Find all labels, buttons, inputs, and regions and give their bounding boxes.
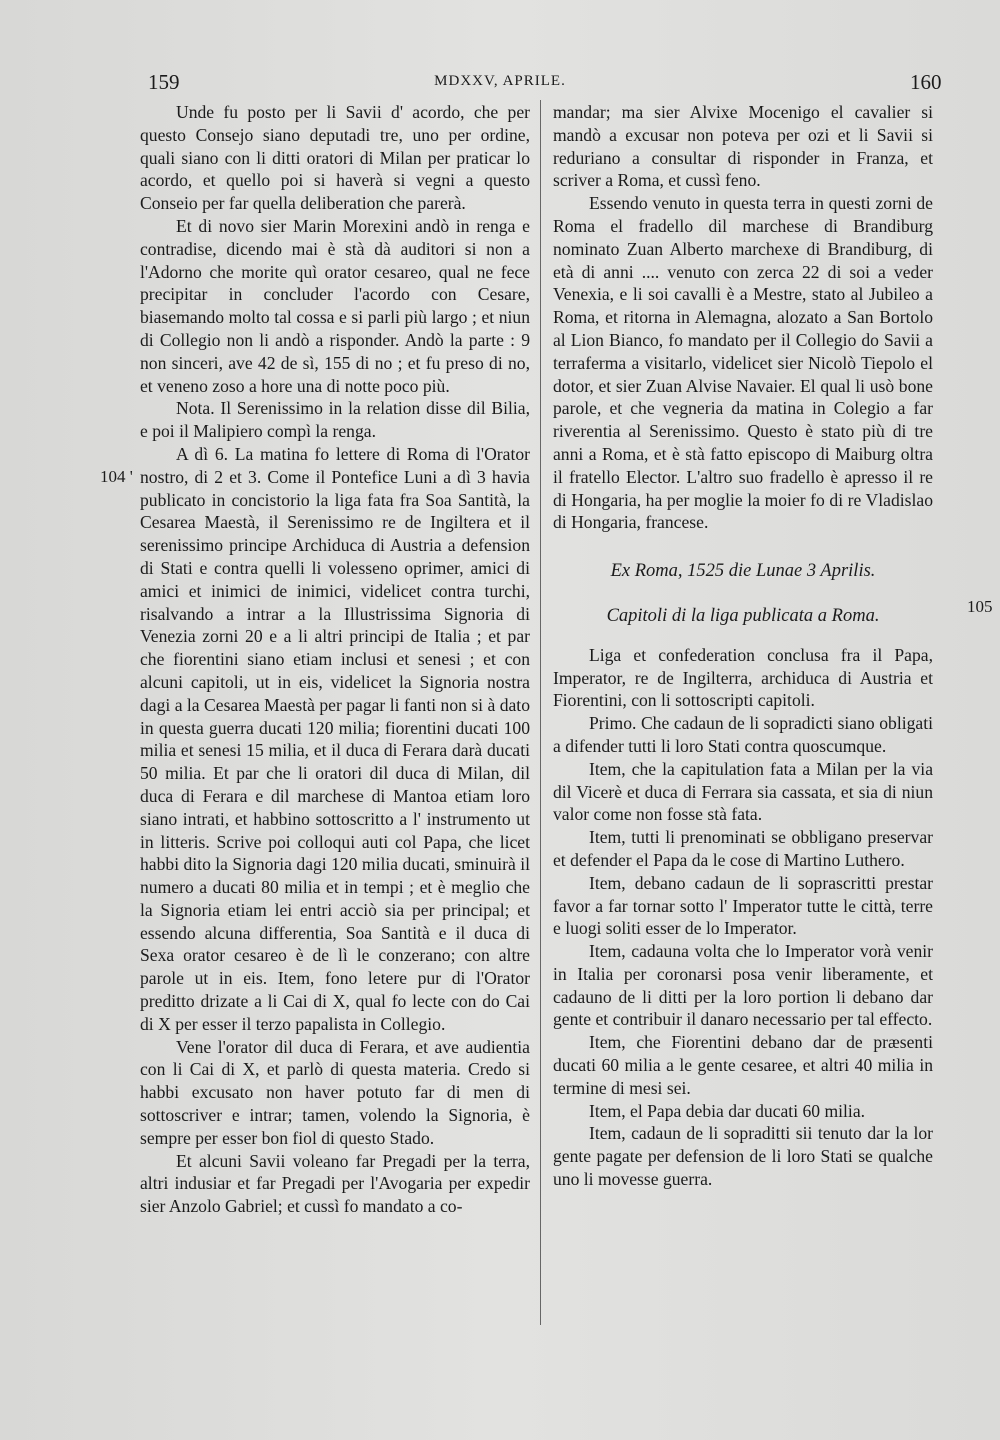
paragraph: Unde fu posto per li Savii d' acordo, che per questo Consejo siano deputadi tre, uno per ordine, quali siano con li ditti oratori di Milan per praticar lo acordo, et quello poi si haverà si vegni a questo Conseio per far quella deliberation che parerà. [140, 102, 530, 214]
paragraph: Liga et confederation conclusa fra il Papa, Imperator, re de Ingilterra, archiduca di Austria et Fiorentini, con li sottoscripti capitoli. [553, 644, 933, 711]
section-heading: Ex Roma, 1525 die Lunae 3 Aprilis. [610, 561, 876, 582]
paragraph: mandar; ma sier Alvixe Mocenigo el cavalier si mandò a excusar non poteva per ozi et li Savii si reduriano a consultar di risponder in Franza, et scriver a Roma, et cussì feno. [553, 102, 933, 191]
paragraph: Item, tutti li prenominati se obbligano preservar et defender el Papa da le cose di Martino Luthero. [553, 827, 933, 870]
left-column [140, 101, 530, 1218]
margin-number-left: 104 ' [100, 467, 133, 486]
paragraph: Primo. Che cadaun de li sopradicti siano obligati a difender tutti li loro Stati contra quoscumque. [553, 713, 933, 756]
page-header [0, 70, 1000, 98]
paragraph: Et di novo sier Marin Morexini andò in renga e contradise, dicendo mai è stà dà auditori si non a l'Adorno che morite quì orator cesareo, qual ne fece precipitar in concluder l'acordo con Cesare, biasemando molto tal cossa e si parli più largo ; et niun di Collegio non li andò a risponder. Andò la parte : 9 non sinceri, ave 42 de sì, 155 di no ; et fu preso di no, et veneno zoso a hore una di notte poco più. [140, 215, 530, 396]
page-number-right: 160 [910, 70, 942, 94]
paragraph: Item, el Papa debia dar ducati 60 milia. [589, 1100, 866, 1121]
paragraph: Et alcuni Savii voleano far Pregadi per la terra, altri indusiar et far Pregadi per l'Avogaria per expedir sier Anzolo Gabriel; et cussì fo mandato a co- [140, 1150, 530, 1217]
paragraph: Essendo venuto in questa terra in questi zorni de Roma el fradello dil marchese di Brandiburg nominato Zuan Alberto marchexe di Brandiburg, di età di anni .... venuto con zerca 22 di soi a veder Venexia, e li soi cavalli è a Mestre, stato al Jubileo a Roma, et ritorna in Alemagna, alozato a San Bortolo al Lion Bianco, fo mandato per il Collegio do Savii a terraferma a visitarlo, videlicet sier Nicolò Tiepolo el dotor, et sier Zuan Alvise Navaier. El qual li usò bone parole, et che vegneria da matina in Colegio a far riverentia al Serenissimo. Questo è stato più di tre anni a Roma, et è stà fatto episcopo di Maiburg oltra il fratello Elector. L'altro suo fradello è apresso il re di Hongaria, ha per moglie la moier fo di re Vladislao di Hongaria, francese. [553, 193, 933, 533]
section-subheading: Capitoli di la liga publicata a Roma. [606, 605, 880, 626]
paragraph: Item, cadauna volta che lo Imperator vorà venir in Italia per coronarsi posa venir liberamente, et cadauno de li ditti per la loro portion li debano dar gente et contribuir il danaro necessario per tal effecto. [553, 941, 933, 1030]
right-column [553, 101, 933, 1191]
paragraph: Item, che Fiorentini debano dar de præsenti ducati 60 milia a le gente cesaree, et altri 40 milia in termine di mesi sei. [553, 1032, 933, 1098]
margin-number-right: 105 [967, 597, 993, 616]
paragraph: Item, cadaun de li sopraditti sii tenuto dar la lor gente pagate per defension de li loro Stati se qualche uno li movesse guerra. [553, 1123, 933, 1190]
page-number-left: 159 [148, 70, 180, 94]
paragraph: Item, che la capitulation fata a Milan per la via dil Vicerè et duca di Ferrara sia cassata, et sia di niun valor come non fosse stà fata. [553, 758, 933, 825]
paragraph: A dì 6. La matina fo lettere di Roma di l'Orator nostro, di 2 et 3. Come il Pontefice Luni a dì 3 havia publicato in concistorio la liga fata fra Soa Santità, la Cesarea Maestà, il Serenissimo re de Ingiltera et il serenissimo principe Archiduca di Austria a defension di Stati e contra quelli li volesseno oprimer, amici di amici et inimici de inimici, videlicet contra turchi, risalvando a intrar a la Illustrissima Signoria di Venezia zorni 20 e a li altri principi de Italia ; et par che fiorentini siano etiam inclusi et senesi ; et con alcuni capitoli, ut in eis, videlicet la Signoria nostra dagi a la Cesarea Maestà per pagar li fanti non si à dato in questa guerra ducati 120 milia; fiorentini ducati 100 milia et senesi 15 milia, et il duca di Ferara darà ducati 50 milia. Et par che li oratori dil duca di Milan, dil duca di Ferara e dil marchese di Mantoa etiam loro siano intrati, et habbino sottoscritto a l' instrumento ut in litteris. Scrive poi colloqui auti col Papa, che licet habbi dito la Signoria dagi 120 milia ducati, sminuirà il numero a ducati 80 milia et in tempi ; et è meglio che la Signoria etiam lei entri acciò sia per principal; et essendo alcuna differentia, Soa Santità e il duca di Sexa orator cesareo è de lì le conzerano; con altre parole ut in eis. Item, fono letere pur di l'Orator preditto drizate a li Cai di X, qual fo lecte con do Cai di X per esser il terzo papalista in Collegio. [140, 443, 530, 1034]
running-title: MDXXV, APRILE. [434, 73, 566, 89]
paragraph: Vene l'orator dil duca di Ferara, et ave audientia con li Cai di X, et parlò di questa materia. Credo si habbi excusato non haver potuto far di men di sottoscriver e intrar; tamen, volendo la Signoria, è sempre per esser bon fiol di questo Stado. [140, 1036, 530, 1148]
paragraph: Item, debano cadaun de li soprascritti prestar favor a far tornar sotto l' Imperator tutte le città, terre e luogi soliti esser de lo Imperator. [553, 872, 933, 939]
column-divider [540, 100, 541, 1325]
paragraph: Nota. Il Serenissimo in la relation disse dil Bilia, e poi il Malipiero compì la renga. [140, 398, 530, 442]
